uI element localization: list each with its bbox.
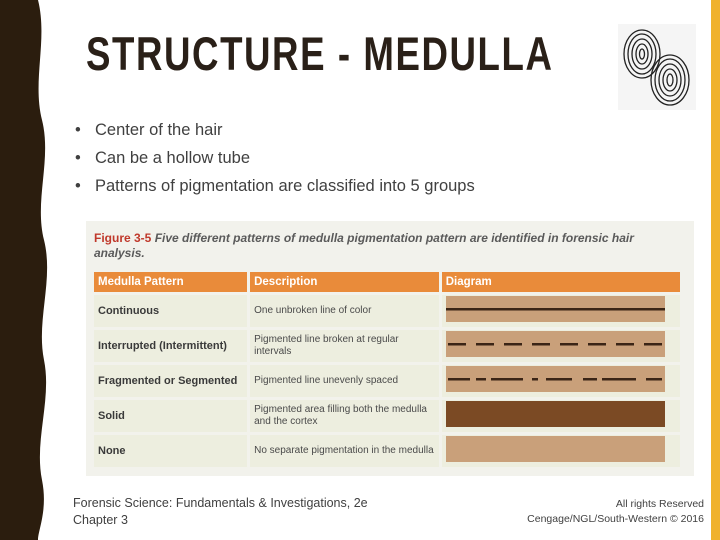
description-cell: Pigmented area filling both the medulla and the cortex (249, 399, 441, 434)
table-row (94, 399, 682, 434)
diagram-cell (440, 329, 681, 364)
header-diagram: Diagram (440, 272, 681, 294)
table-header-row (94, 272, 682, 294)
footer-chapter: Chapter 3 (73, 513, 128, 527)
footer-rights: All rights Reserved (615, 498, 704, 510)
figure-label: Figure 3-5 (94, 231, 152, 245)
bullet-item: • Can be a hollow tube (75, 149, 251, 167)
solid-diagram (446, 401, 665, 427)
fragmented-diagram (446, 366, 665, 392)
figure-caption (94, 231, 684, 261)
description-cell: No separate pigmentation in the medulla (249, 434, 441, 468)
footer-book-title: Forensic Science: Fundamentals & Investigations, 2e (73, 496, 368, 510)
medulla-figure (86, 221, 694, 476)
pattern-cell: Solid (94, 399, 249, 434)
bullet-text: Patterns of pigmentation are classified into 5 groups (95, 177, 475, 195)
diagram-cell (440, 364, 681, 399)
medulla-table (94, 272, 683, 467)
bullet-item: • Patterns of pigmentation are classified into 5 groups (75, 177, 475, 195)
pattern-cell: None (94, 434, 249, 468)
bullet-text: Can be a hollow tube (95, 149, 251, 167)
diagram-cell (440, 399, 681, 434)
bullet-list (75, 116, 475, 200)
footer-publisher: Cengage/NGL/South-Western © 2016 (527, 513, 704, 525)
table-row (94, 364, 682, 399)
pattern-cell: Continuous (94, 294, 249, 329)
description-cell: Pigmented line unevenly spaced (249, 364, 441, 399)
interrupted-diagram (446, 331, 665, 357)
table-row (94, 329, 682, 364)
diagram-cell (440, 294, 681, 329)
footer-copyright (527, 497, 704, 527)
bullet-item: • Center of the hair (75, 121, 223, 139)
pattern-cell: Fragmented or Segmented (94, 364, 249, 399)
footer-citation (73, 495, 368, 529)
diagram-cell (440, 434, 681, 468)
slide-title: STRUCTURE - MEDULLA (86, 27, 554, 80)
table-row (94, 434, 682, 468)
left-wavy-edge (30, 0, 60, 540)
description-cell: One unbroken line of color (249, 294, 441, 329)
continuous-diagram (446, 296, 665, 322)
right-accent-band (711, 0, 720, 540)
fingerprint-icon (618, 24, 696, 110)
figure-caption-text: Five different patterns of medulla pigmentation pattern are identified in forensic hair analysis. (94, 231, 634, 260)
bullet-text: Center of the hair (95, 121, 223, 139)
header-pattern: Medulla Pattern (94, 272, 249, 294)
header-description: Description (249, 272, 441, 294)
table-row (94, 294, 682, 329)
pattern-cell: Interrupted (Intermittent) (94, 329, 249, 364)
description-cell: Pigmented line broken at regular intervals (249, 329, 441, 364)
none-diagram (446, 436, 665, 462)
